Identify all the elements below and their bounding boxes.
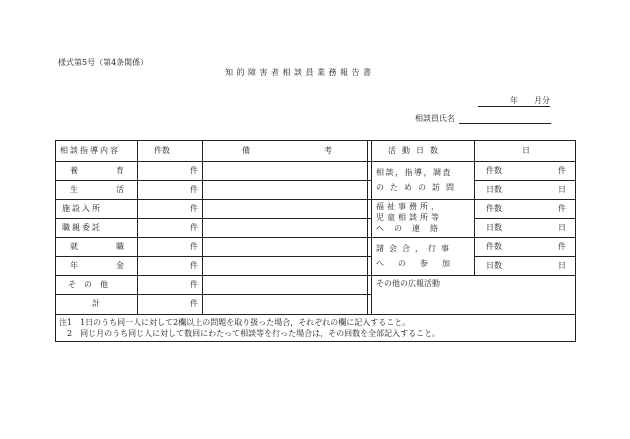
total-label: 計 (92, 299, 100, 308)
notes-separator (56, 314, 576, 315)
activity-label: 諸会合，行事 (376, 244, 454, 253)
activity-label: のための訪問 (376, 183, 460, 192)
sub-unit: 日 (558, 223, 566, 232)
sub-label: 件数 (486, 242, 502, 251)
row-divider (56, 199, 371, 200)
row-label: 育 (116, 166, 124, 175)
col-header-content: 相談指導内容 (60, 146, 120, 155)
row-divider (56, 256, 371, 257)
count-unit: 件 (190, 261, 198, 270)
row-label: 養 (70, 166, 78, 175)
section-divider (371, 141, 372, 314)
count-unit: 件 (190, 185, 198, 194)
sub-unit: 件 (558, 242, 566, 251)
row-label: 生 (70, 185, 78, 194)
sub-unit: 件 (558, 204, 566, 213)
note-2: 2 同じ月のうち同じ人に対して数回にわたって相談等を行った場合は，その回数を全部記入すること。 (59, 329, 441, 338)
row-label: 施設入所 (62, 204, 102, 213)
row-label: 職 (116, 242, 124, 251)
sub-unit: 件 (558, 166, 566, 175)
sub-label: 日数 (486, 185, 502, 194)
count-unit: 件 (190, 204, 198, 213)
row-divider (56, 218, 371, 219)
col-header-remarks-a: 備 (242, 146, 250, 155)
row-divider (56, 180, 371, 181)
count-unit: 件 (190, 166, 198, 175)
activity-label: への連絡 (376, 224, 448, 233)
count-unit: 件 (190, 280, 198, 289)
col-divider (474, 141, 475, 275)
section-divider (367, 141, 368, 314)
row-label: 職親委託 (62, 223, 102, 232)
right-sub-divider (474, 256, 576, 257)
col-header-activity-days: 活動日数 (388, 146, 444, 155)
activity-label: 児童相談所等 (376, 213, 442, 222)
col-divider (137, 141, 138, 314)
sub-unit: 日 (558, 185, 566, 194)
report-month-field[interactable] (478, 95, 550, 107)
sub-label: 日数 (486, 223, 502, 232)
row-label: そ の 他 (68, 280, 108, 289)
sub-unit: 日 (558, 261, 566, 270)
count-unit: 件 (190, 223, 198, 232)
row-divider (56, 275, 371, 276)
other-activities-label: その他の広報活動 (376, 279, 440, 288)
col-header-remarks-b: 考 (324, 146, 332, 155)
note-1: 注1 1日のうち同一人に対して2欄以上の問題を取り扱った場合，それぞれの欄に記入すること。 (59, 318, 411, 327)
col-header-days: 日 (522, 146, 530, 155)
row-divider (56, 294, 371, 295)
document-title: 知的障害者相談員業務報告書 (225, 68, 375, 77)
row-divider (56, 237, 371, 238)
year-label: 年 (510, 96, 518, 105)
right-group-divider (371, 275, 576, 276)
activity-label: 相談，指導，調査 (376, 168, 452, 177)
report-form-table (55, 140, 576, 342)
header-separator (56, 161, 576, 162)
activity-label: 福祉事務所， (376, 202, 442, 211)
form-number: 様式第5号（第4条関係） (58, 58, 149, 67)
sub-label: 日数 (486, 261, 502, 270)
col-header-count: 件数 (154, 146, 170, 155)
sub-label: 件数 (486, 204, 502, 213)
activity-label: への参加 (376, 259, 464, 268)
row-label: 年 (70, 261, 78, 270)
col-divider (202, 141, 203, 314)
sub-label: 件数 (486, 166, 502, 175)
row-label: 金 (116, 261, 124, 270)
month-label: 月分 (534, 96, 550, 105)
count-unit: 件 (190, 242, 198, 251)
row-label: 就 (70, 242, 78, 251)
row-label: 活 (116, 185, 124, 194)
right-sub-divider (474, 180, 576, 181)
right-sub-divider (474, 218, 576, 219)
counselor-name-field[interactable] (459, 123, 551, 124)
counselor-name-label: 相談員氏名 (415, 114, 455, 123)
count-unit: 件 (190, 299, 198, 308)
